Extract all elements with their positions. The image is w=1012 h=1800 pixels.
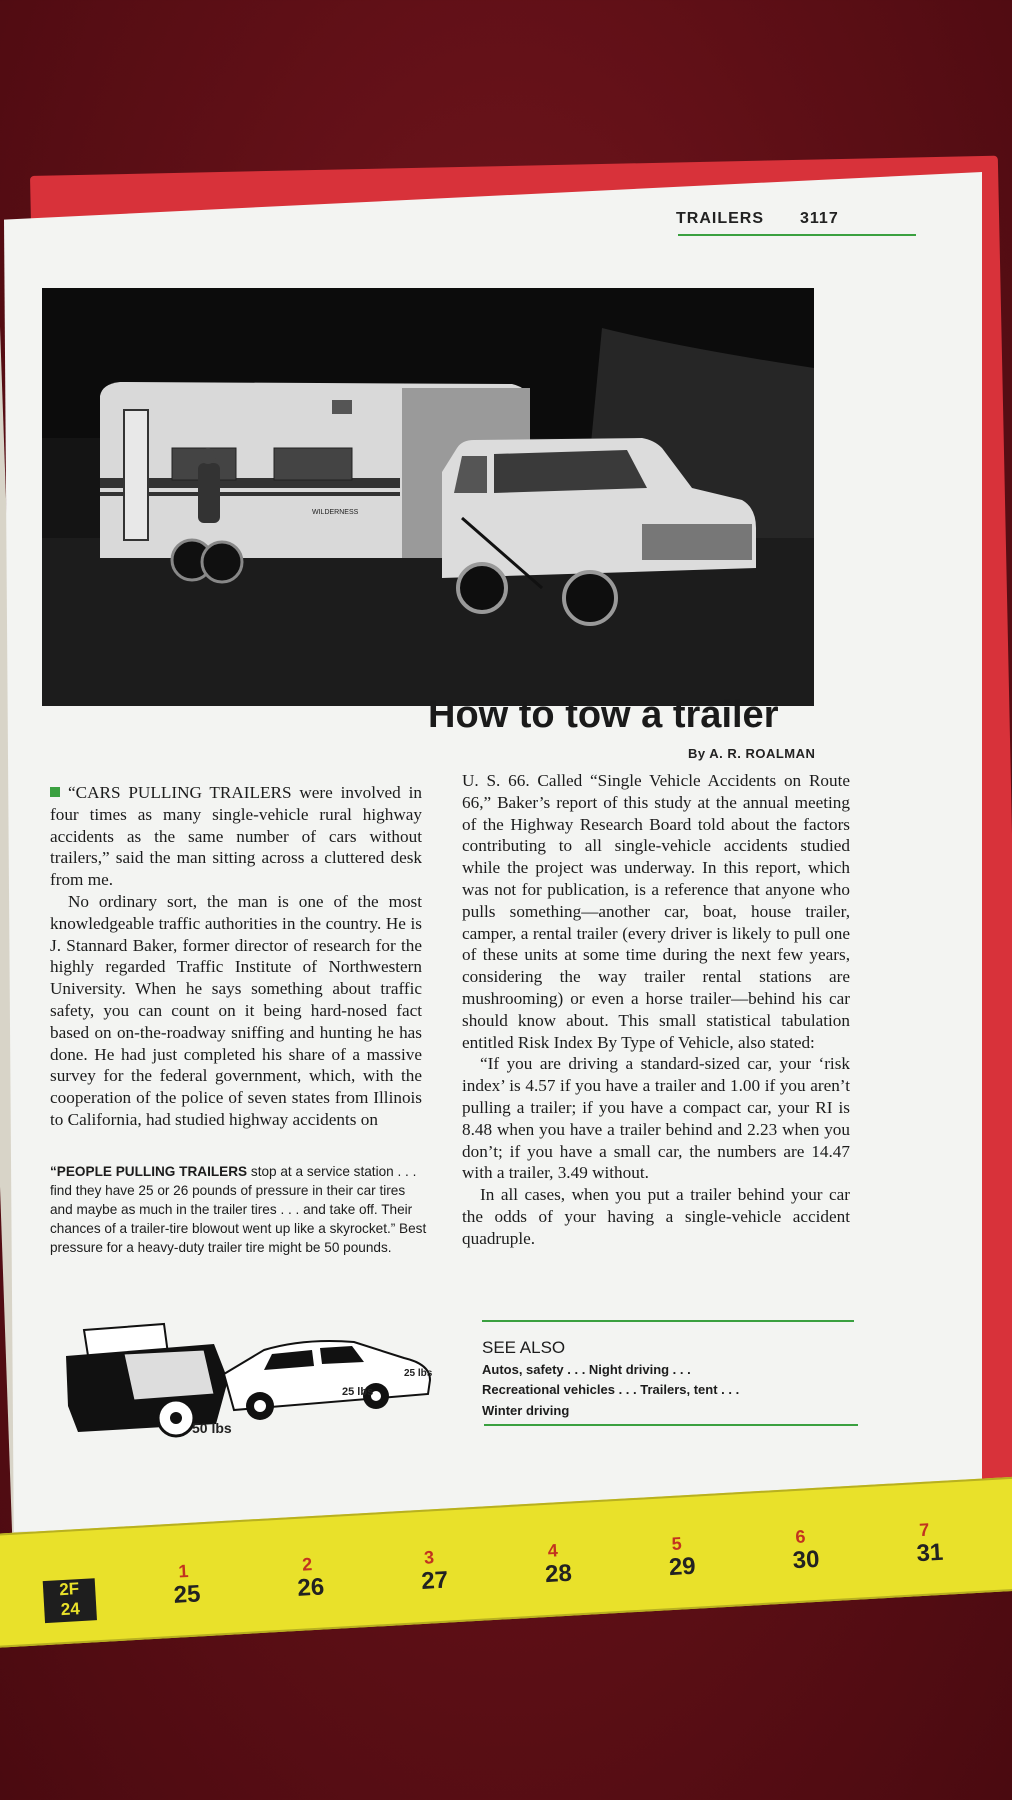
tire-pressure-illustration — [64, 1294, 444, 1444]
tape-cm-mark: 29 — [668, 1552, 697, 1582]
trailer-tire-label: 50 lbs — [192, 1420, 232, 1436]
tape-cm-mark: 31 — [915, 1538, 944, 1568]
tape-cm-mark: 26 — [296, 1573, 325, 1602]
tape-inch-mark: 1 — [177, 1560, 189, 1582]
left-paragraph: No ordinary sort, the man is one of the most knowledgeable traffic authorities in the country. He is J. Stannard Baker, former director of research for the highly regarded Traffic Institute of Northwestern University. When he says something about traffic safety, you can count on it being hard-nosed fact based on on-the-roadway sniffing and hunting he has done. He had just completed his share of a massive survey for the federal government, which, with the cooperation of the police of seven states from Illinois to California, had studied highway accidents on — [50, 891, 422, 1129]
tape-cm-mark: 27 — [420, 1566, 449, 1595]
running-head — [676, 210, 839, 228]
tape-inch-mark: 4 — [547, 1540, 559, 1561]
byline: By A. R. ROALMAN — [688, 746, 816, 761]
see-also-heading: SEE ALSO — [482, 1338, 566, 1357]
see-also-rule-bottom — [484, 1424, 858, 1426]
tape-inch-mark: 3 — [423, 1547, 435, 1568]
tape-box-bottom: 24 — [60, 1599, 81, 1620]
illustration-caption — [50, 1162, 430, 1257]
right-paragraph: U. S. 66. Called “Single Vehicle Accidents on Route 66,” Baker’s report of this study at the annual meeting of the Highway Research Board told about the factors contributing to all single-vehicle accidents studied while the project was underway. In this report, which was not for publication, is a reference that anyone who pulls something—another car, boat, house trailer, camper, a rental trailer (every driver is likely to pull one of these units at some time during the next few years, considering the way trailer rental stations are mushrooming) or even a horse trailer—behind his car should know about. This small statistical tabulation entitled Risk Index By Type of Vehicle, also stated: — [462, 771, 850, 1052]
page-number: 3117 — [800, 210, 839, 227]
tape-inch-mark: 2 — [301, 1554, 313, 1575]
car-drawing — [224, 1341, 433, 1420]
left-paragraph: “CARS PULLING TRAILERS were involved in four times as many single-vehicle rural highway accidents as the same number of cars without trailers,” said the man sitting across a cluttered desk from me. — [50, 783, 422, 890]
photo-truck-and-trailer — [42, 288, 814, 706]
see-also-line: Autos, safety . . . Night driving . . . — [482, 1362, 691, 1377]
trailer-brand: WILDERNESS — [312, 509, 359, 516]
tape-inch-mark: 5 — [671, 1533, 683, 1554]
see-also-line: Winter driving — [482, 1403, 570, 1418]
left-column — [50, 782, 422, 1131]
see-also-rule-top — [482, 1320, 854, 1322]
tape-cm-mark: 30 — [791, 1545, 821, 1575]
see-also-line: Recreational vehicles . . . Trailers, tent . . . — [482, 1382, 740, 1397]
tape-label-box — [43, 1578, 97, 1623]
tape-cm-mark: 28 — [544, 1559, 573, 1589]
right-column — [462, 770, 850, 1250]
section-bullet — [50, 787, 60, 797]
caption-text: stop at a service station . . . find they have 25 or 26 pounds of pressure in their car tires and maybe as much in the trailer tires . . . and take off. Their chances of a trailer-tire blowout went up like a skyrocket.” Best pressure for a heavy-duty trailer tire might be 50 pounds. — [50, 1164, 427, 1255]
right-paragraph: “If you are driving a standard-sized car, your ‘risk index’ is 4.57 if you have a trailer and 1.00 if you aren’t pulling a trailer; if you have a compact car, your RI is 8.48 when you have a trailer behind and 2.23 when you don’t; if you have a small car, the numbers are 14.47 with a trailer, 3.49 without. — [462, 1054, 850, 1183]
tape-inch-mark: 7 — [918, 1519, 930, 1541]
tape-box-top: 2F — [58, 1579, 80, 1600]
tape-inch-mark: 6 — [794, 1526, 806, 1548]
header-rule — [678, 234, 916, 236]
article-title: How to tow a trailer — [428, 694, 779, 736]
right-paragraph: In all cases, when you put a trailer behind your car the odds of your having a single-vehicle accident quadruple. — [462, 1185, 850, 1248]
caption-lead: “PEOPLE PULLING TRAILERS — [50, 1164, 248, 1179]
rear-tire-label: 25 lbs — [342, 1386, 374, 1398]
tape-cm-mark: 25 — [172, 1580, 202, 1609]
front-tire-label: 25 lbs — [404, 1368, 433, 1379]
section-title: TRAILERS — [676, 210, 764, 227]
